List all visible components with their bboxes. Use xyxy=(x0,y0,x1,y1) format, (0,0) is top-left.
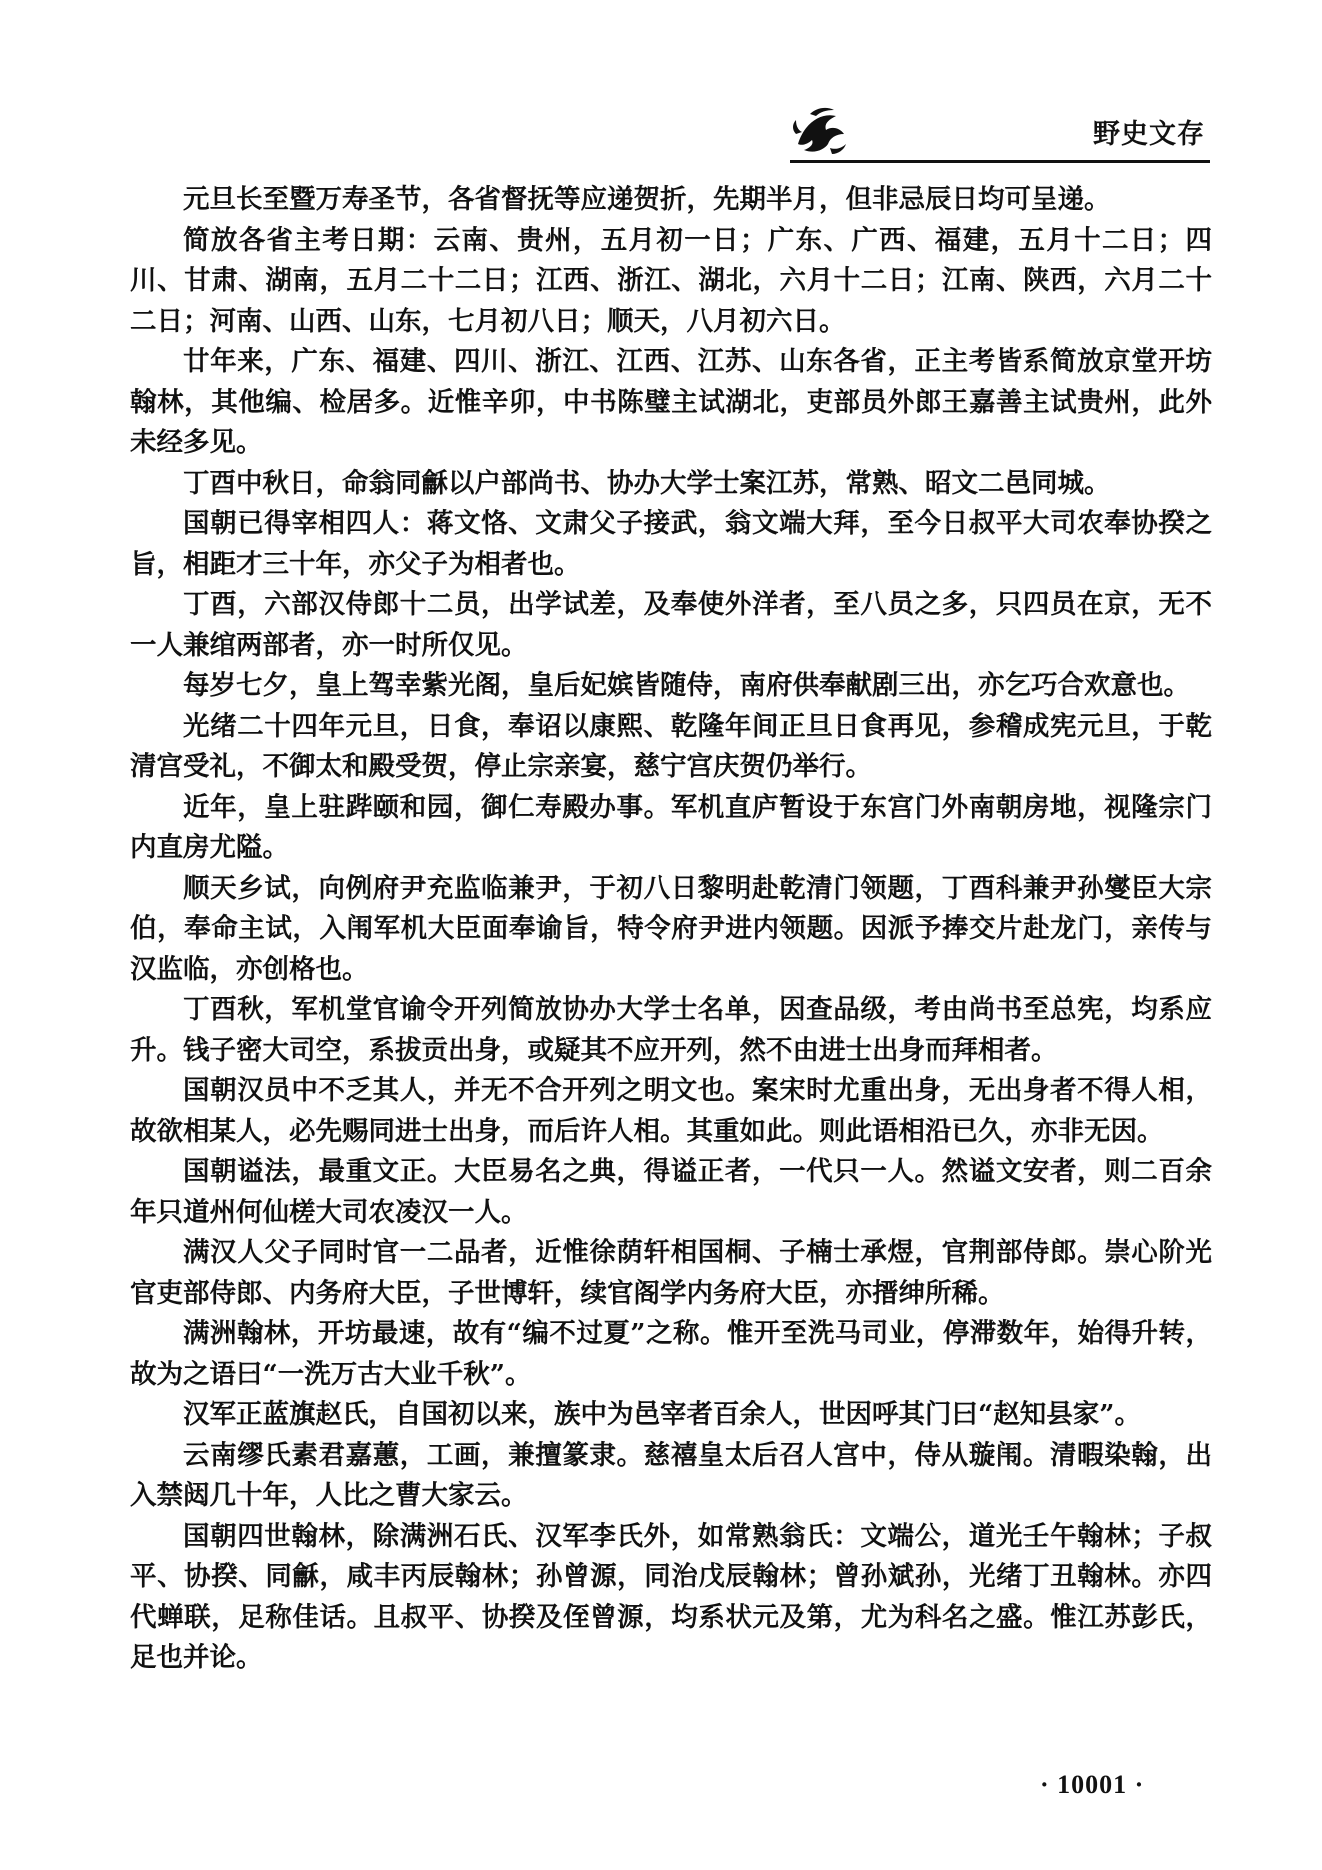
paragraph: 丁酉秋，军机堂官谕令开列简放协办大学士名单，因查品级，考由尚书至总宪，均系应升。钱子密大司空，系拔贡出身，或疑其不应开列，然不由进士出身而拜相者。 xyxy=(130,994,1212,1066)
header-title: 野史文存 xyxy=(1093,119,1205,150)
paragraph: 国朝四世翰林，除满洲石氏、汉军李氏外，如常熟翁氏：文端公，道光壬午翰林；子叔平、协揆、同龢，咸丰丙辰翰林；孙曾源，同治戊辰翰林；曾孙斌孙，光绪丁丑翰林。亦四代蝉联，足称佳话。且叔平、协揆及侄曾源，均系状元及第，尤为科名之盛。惟江苏彭氏，足也并论。 xyxy=(130,1520,1212,1673)
paragraph: 国朝已得宰相四人：蒋文恪、文肃父子接武，翁文端大拜，至今日叔平大司农奉协揆之旨，相距才三十年，亦父子为相者也。 xyxy=(130,508,1212,580)
paragraph: 国朝汉员中不乏其人，并无不合开列之明文也。案宋时尤重出身，无出身者不得人相，故欲相某人，必先赐同进士出身，而后许人相。其重如此。则此语相沿已久，亦非无因。 xyxy=(130,1075,1212,1147)
paragraph: 光绪二十四年元旦，日食，奉诏以康熙、乾隆年间正旦日食再见，参稽成宪元旦，于乾清宫受礼，不御太和殿受贺，停止宗亲宴，慈宁宫庆贺仍举行。 xyxy=(130,710,1212,782)
paragraph: 云南缪氏素君嘉蕙，工画，兼擅篆隶。慈禧皇太后召人宫中，侍从璇闱。清暇染翰，出入禁闼几十年，人比之曹大家云。 xyxy=(130,1439,1212,1511)
paragraph: 元旦长至暨万寿圣节，各省督抚等应递贺折，先期半月，但非忌辰日均可呈递。 xyxy=(183,184,1111,215)
dragon-emblem-icon xyxy=(790,104,850,158)
paragraph: 丁酉，六部汉侍郎十二员，出学试差，及奉使外洋者，至八员之多，只四员在京，无不一人兼绾两部者，亦一时所仅见。 xyxy=(130,589,1212,661)
page-header xyxy=(790,98,1210,160)
paragraph: 简放各省主考日期：云南、贵州，五月初一日；广东、广西、福建，五月十二日；四川、甘肃、湖南，五月二十二日；江西、浙江、湖北，六月十二日；江南、陕西，六月二十二日；河南、山西、山东，七月初八日；顺天，八月初六日。 xyxy=(130,224,1212,337)
header-rule xyxy=(790,160,1210,163)
paragraph: 满汉人父子同时官一二品者，近惟徐荫轩相国桐、子楠士承煜，官荆部侍郎。崇心阶光官吏部侍郎、内务府大臣，子世博轩，续官阁学内务府大臣，亦搢绅所稀。 xyxy=(130,1237,1212,1309)
paragraph: 廿年来，广东、福建、四川、浙江、江西、江苏、山东各省，正主考皆系简放京堂开坊翰林，其他编、检居多。近惟辛卯，中书陈璧主试湖北，吏部员外郎王嘉善主试贵州，此外未经多见。 xyxy=(130,346,1212,458)
paragraph: 满洲翰林，开坊最速，故有“编不过夏”之称。惟开至洗马司业，停滞数年，始得升转，故为之语曰“一洗万古大业千秋”。 xyxy=(130,1318,1212,1390)
paragraph: 每岁七夕，皇上驾幸紫光阁，皇后妃嫔皆随侍，南府供奉献剧三出，亦乞巧合欢意也。 xyxy=(183,670,1190,701)
paragraph: 近年，皇上驻跸颐和园，御仁寿殿办事。军机直庐暂设于东宫门外南朝房地，视隆宗门内直房尤隘。 xyxy=(130,791,1212,863)
page-number: · 10001 · xyxy=(1040,1770,1145,1799)
paragraph: 汉军正蓝旗赵氏，自国初以来，族中为邑宰者百余人，世因呼其门曰“赵知县家”。 xyxy=(183,1399,1141,1430)
paragraph: 顺天乡试，向例府尹充监临兼尹，于初八日黎明赴乾清门领题，丁酉科兼尹孙燮臣大宗伯，奉命主试，入闱军机大臣面奉谕旨，特令府尹进内领题。因派予捧交片赴龙门，亲传与汉监临，亦创格也。 xyxy=(130,872,1212,985)
body-text xyxy=(130,180,1212,1679)
paragraph: 国朝谥法，最重文正。大臣易名之典，得谥正者，一代只一人。然谥文安者，则二百余年只道州何仙槎大司农凌汉一人。 xyxy=(130,1156,1212,1228)
paragraph: 丁酉中秋日，命翁同龢以户部尚书、协办大学士案江苏，常熟、昭文二邑同城。 xyxy=(183,467,1111,499)
